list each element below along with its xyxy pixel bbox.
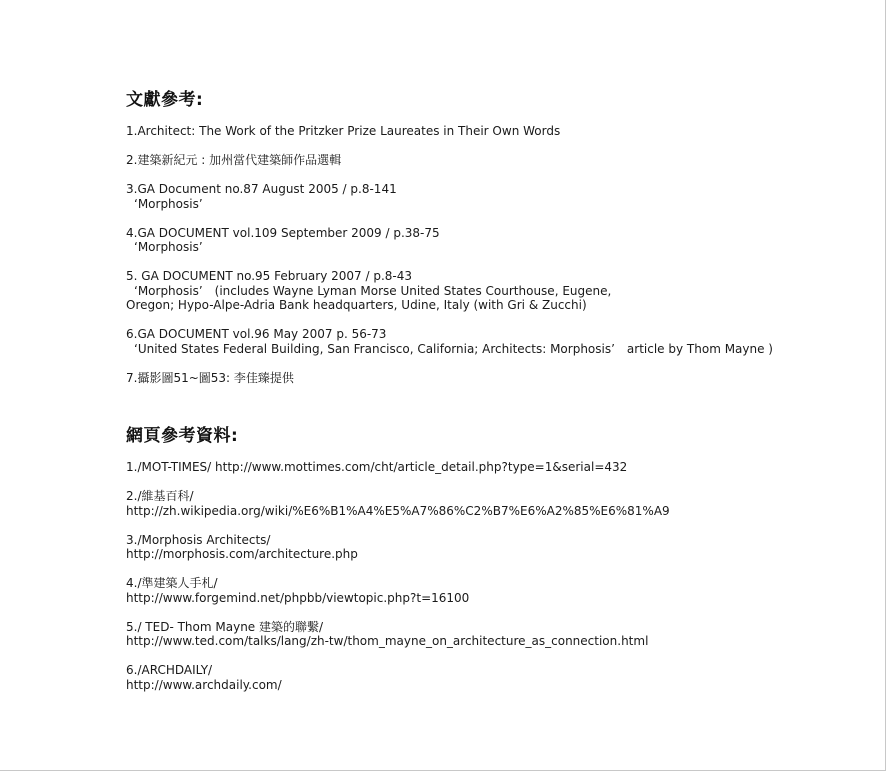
page-content — [126, 88, 866, 707]
web-reference-source: 5./ TED- Thom Mayne 建築的聯繫/ — [126, 619, 324, 634]
web-reference-source: 3./Morphosis Architects/ — [126, 532, 271, 547]
literature-item — [126, 124, 866, 139]
reference-line: 4.GA DOCUMENT vol.109 September 2009 / p.38-75 — [126, 225, 440, 240]
literature-item — [126, 153, 866, 168]
literature-item — [126, 327, 866, 356]
web-reference-source: 6./ARCHDAILY/ — [126, 663, 213, 677]
web-reference-source: 4./準建築人手札/ — [126, 576, 218, 590]
web-reference-item — [126, 533, 866, 562]
literature-item — [126, 182, 866, 211]
web-reference-item — [126, 460, 866, 475]
literature-item — [126, 371, 866, 386]
reference-line: 2.建築新紀元 : 加州當代建築師作品選輯 — [126, 153, 342, 167]
web-references-section — [126, 424, 866, 692]
reference-continuation: Oregon; Hypo-Alpe-Adria Bank headquarters, Udine, Italy (with Gri & Zucchi) — [126, 298, 587, 312]
reference-line: 7.攝影圖51~圖53: 李佳臻提供 — [126, 370, 294, 385]
reference-subtitle: ‘Morphosis’ (includes Wayne Lyman Morse United States Courthouse, Eugene, — [134, 283, 612, 298]
web-reference-item — [126, 489, 866, 518]
web-reference-item — [126, 576, 866, 605]
web-reference-item — [126, 620, 866, 649]
literature-item — [126, 226, 866, 255]
literature-list — [126, 124, 866, 385]
reference-line: 1.Architect: The Work of the Pritzker Prize Laureates in Their Own Words — [126, 124, 561, 138]
reference-subtitle: ‘United States Federal Building, San Francisco, California; Architects: Morphosis’ article by Thom Mayne ) — [134, 341, 773, 356]
reference-line: 3.GA Document no.87 August 2005 / p.8-141 — [126, 182, 397, 196]
reference-line: 5. GA DOCUMENT no.95 February 2007 / p.8-43 — [126, 269, 412, 283]
reference-subtitle: ‘Morphosis’ — [134, 196, 203, 211]
literature-heading: 文獻參考: — [126, 90, 204, 110]
web-reference-item — [126, 663, 866, 692]
reference-line: 6.GA DOCUMENT vol.96 May 2007 p. 56-73 — [126, 327, 387, 341]
web-reference-url: http://zh.wikipedia.org/wiki/%E6%B1%A4%E5%A7%86%C2%B7%E6%A2%85%E6%81%A9 — [126, 503, 670, 518]
web-reference-source: 2./維基百科/ — [126, 489, 194, 503]
literature-item — [126, 269, 866, 313]
web-reference-line: 1./MOT-TIMES/ http://www.mottimes.com/cht/article_detail.php?type=1&serial=432 — [126, 460, 628, 474]
web-reference-url: http://www.ted.com/talks/lang/zh-tw/thom_mayne_on_architecture_as_connection.html — [126, 634, 649, 648]
reference-subtitle: ‘Morphosis’ — [134, 240, 203, 254]
web-reference-url: http://www.forgemind.net/phpbb/viewtopic.php?t=16100 — [126, 590, 470, 605]
literature-references-section — [126, 88, 866, 385]
web-reference-url: http://www.archdaily.com/ — [126, 677, 282, 692]
web-references-heading: 網頁參考資料: — [126, 426, 239, 446]
web-reference-url: http://morphosis.com/architecture.php — [126, 547, 358, 561]
web-references-list — [126, 460, 866, 692]
